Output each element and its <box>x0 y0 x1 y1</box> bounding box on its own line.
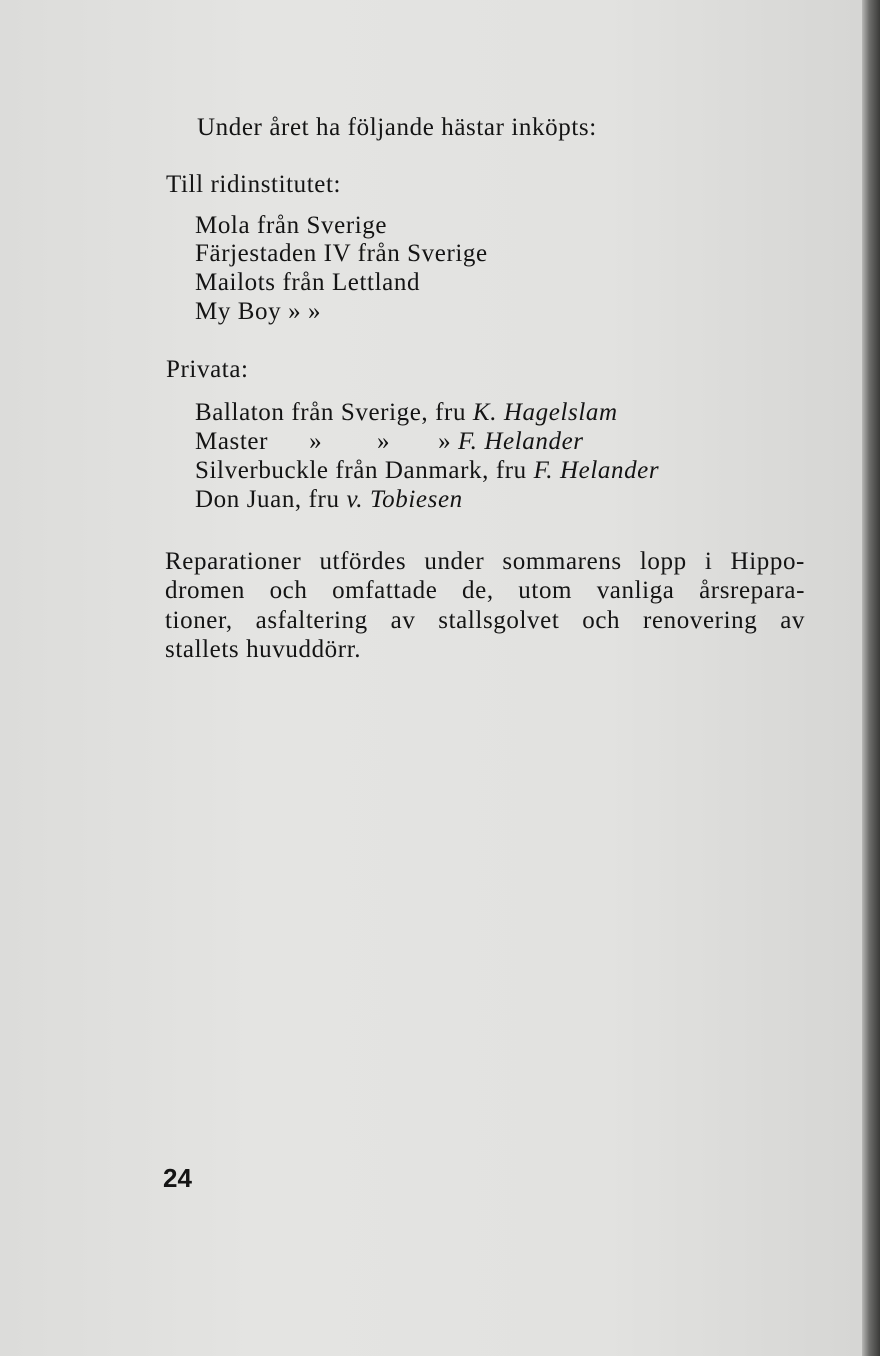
horse-item <box>195 427 584 457</box>
horse-text: Silverbuckle från Danmark, fru <box>195 457 534 484</box>
group-label-ridinstitutet: Till ridinstitutet: <box>166 171 342 198</box>
horse-item <box>195 456 659 486</box>
heading: Under året ha följande hästar inköpts: <box>197 114 597 141</box>
owner-name: F. Helander <box>533 457 660 484</box>
paragraph-line: dromen och omfattade de, utom vanliga årsrepara- <box>165 577 805 604</box>
page-number: 24 <box>163 1163 192 1193</box>
horse-item: Färjestaden IV från Sverige <box>195 240 488 267</box>
horse-item: Mailots från Lettland <box>195 269 421 296</box>
owner-name: F. Helander <box>458 428 584 455</box>
paragraph-line: tioner, asfaltering av stallsgolvet och renovering av <box>165 607 805 634</box>
horse-item: Mola från Sverige <box>195 212 388 239</box>
horse-text: Don Juan, fru <box>195 486 347 513</box>
horse-text: Master » » » <box>195 428 459 455</box>
horse-item <box>195 485 463 515</box>
owner-name: v. Tobiesen <box>346 486 463 513</box>
paragraph-line: stallets huvuddörr. <box>165 636 362 663</box>
book-binding-edge <box>862 0 880 1356</box>
paragraph-line: Reparationer utfördes under sommarens lopp i Hippo- <box>165 548 805 575</box>
owner-name: K. Hagelslam <box>472 399 618 426</box>
horse-item: My Boy » » <box>195 298 322 325</box>
horse-item <box>195 398 618 428</box>
horse-text: Ballaton från Sverige, fru <box>195 399 473 426</box>
group-label-privata: Privata: <box>166 356 249 383</box>
